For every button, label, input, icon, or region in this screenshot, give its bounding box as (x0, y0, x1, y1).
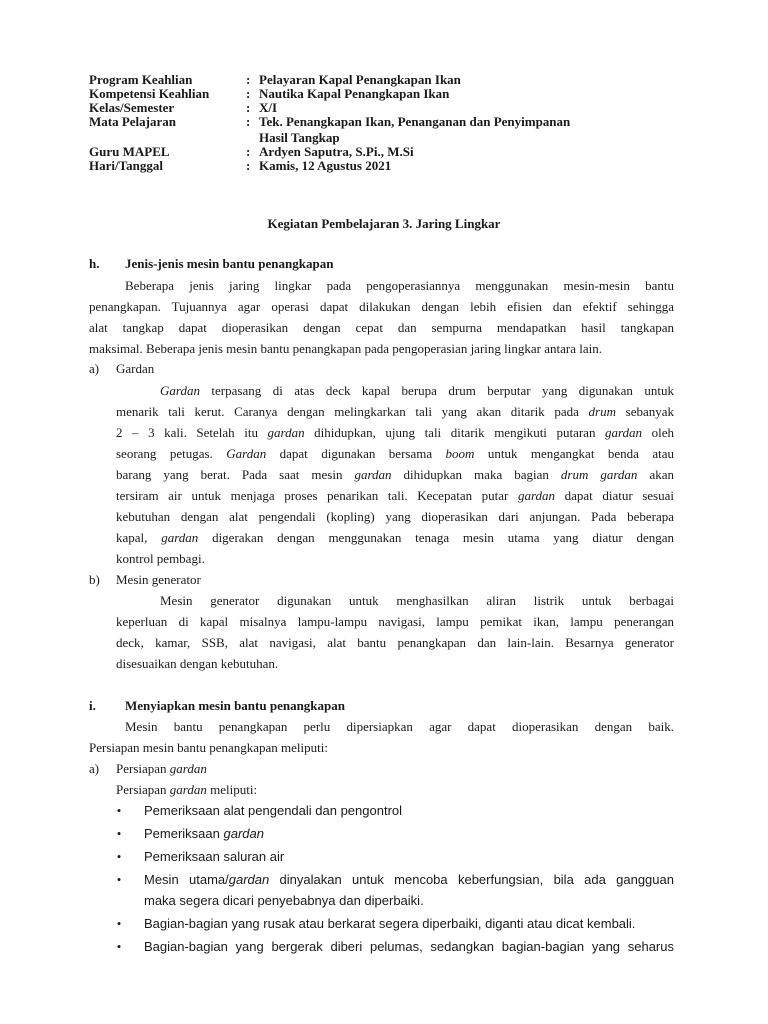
item-a-title: Persiapan gardan (116, 761, 207, 776)
paragraph-line: tersiram air untuk menjaga proses penarikan tali. Kecepatan putar gardan dapat diatur sesuai (116, 488, 674, 503)
section-h-heading: Jenis-jenis mesin bantu penangkapan (125, 256, 334, 271)
header-colon: : (246, 72, 251, 87)
header-value: X/I (259, 100, 278, 115)
header-colon: : (246, 86, 251, 101)
paragraph-line: barang yang berat. Pada saat mesin gardan dihidupkan maka bagian drum gardan akan (116, 467, 674, 482)
bullet-icon: • (116, 916, 122, 931)
header-colon: : (246, 144, 251, 159)
header-value: Kamis, 12 Agustus 2021 (259, 158, 392, 173)
item-a-title: Gardan (116, 361, 155, 376)
paragraph-line: Beberapa jenis jaring lingkar pada pengoperasiannya menggunakan mesin-mesin bantu (125, 278, 674, 293)
paragraph-line: deck, kamar, SSB, alat navigasi, alat bantu penangkapan dan lain-lain. Besarnya generator (116, 635, 674, 650)
paragraph-line: menarik tali kerut. Caranya dengan melingkarkan tali yang akan ditarik pada drum sebanyak (116, 404, 675, 419)
bullet-text: maka segera dicari penyebabnya dan diperbaiki. (144, 893, 424, 908)
header-value: Tek. Penangkapan Ikan, Penanganan dan Penyimpanan (259, 114, 571, 129)
bullet-text: Pemeriksaan gardan (144, 826, 264, 841)
paragraph-line: penangkapan. Tujuannya agar operasi dapat dilakukan dengan lebih efisien dan efektif sehingga (89, 299, 674, 314)
header-key: Hari/Tanggal (89, 158, 163, 173)
section-i-heading: Menyiapkan mesin bantu penangkapan (125, 698, 345, 713)
bullet-text: Bagian-bagian yang bergerak diberi pelumas, sedangkan bagian-bagian yang seharus (144, 939, 674, 954)
item-a-label: a) (89, 761, 100, 776)
bullet-icon: • (116, 939, 122, 954)
bullet-text: Bagian-bagian yang rusak atau berkarat segera diperbaiki, diganti atau dicat kembali. (144, 916, 636, 931)
paragraph-line: Mesin bantu penangkapan perlu dipersiapkan agar dapat dioperasikan dengan baik. (125, 719, 674, 734)
item-a-label: a) (89, 361, 100, 376)
item-a-lead: Persiapan gardan meliputi: (116, 782, 258, 797)
header-key: Guru MAPEL (89, 144, 170, 159)
header-key: Kelas/Semester (89, 100, 175, 115)
bullet-text: Mesin utama/gardan dinyalakan untuk mencoba keberfungsian, bila ada gangguan (144, 872, 674, 887)
paragraph-line: kapal, gardan digerakan dengan menggunakan tenaga mesin utama yang diatur dengan (116, 530, 674, 545)
bullet-icon: • (116, 803, 122, 818)
header-colon: : (246, 158, 251, 173)
bullet-icon: • (116, 872, 122, 887)
paragraph-line: 2 – 3 kali. Setelah itu gardan dihidupkan, ujung tali ditarik mengikuti putaran gardan oleh (116, 425, 674, 440)
section-i-number: i. (89, 698, 96, 713)
paragraph-line: kebutuhan dengan alat pengendali (kopling) yang dioperasikan dari anjungan. Pada beberapa (116, 509, 674, 524)
paragraph-line: Persiapan mesin bantu penangkapan meliputi: (89, 740, 328, 755)
bullet-icon: • (116, 826, 122, 841)
paragraph-line: kontrol pembagi. (116, 551, 205, 566)
header-value: Ardyen Saputra, S.Pi., M.Si (259, 144, 414, 159)
header-value: Nautika Kapal Penangkapan Ikan (259, 86, 450, 101)
paragraph-line: seorang petugas. Gardan dapat digunakan bersama boom untuk mengangkat benda atau (116, 446, 674, 461)
item-b-label: b) (89, 572, 100, 587)
header-colon: : (246, 100, 251, 115)
item-b-title: Mesin generator (116, 572, 201, 587)
paragraph-line: Mesin generator digunakan untuk menghasilkan aliran listrik untuk berbagai (160, 593, 674, 608)
document-title: Kegiatan Pembelajaran 3. Jaring Lingkar (267, 216, 501, 231)
paragraph-line: alat tangkap dapat dioperasikan dengan cepat dan sempurna mendapatkan hasil tangkapan (89, 320, 674, 335)
header-value: Hasil Tangkap (259, 130, 340, 145)
header-key: Mata Pelajaran (89, 114, 177, 129)
header-value: Pelayaran Kapal Penangkapan Ikan (259, 72, 461, 87)
header-colon: : (246, 114, 251, 129)
bullet-text: Pemeriksaan alat pengendali dan pengontrol (144, 803, 403, 818)
paragraph-line: keperluan di kapal misalnya lampu-lampu navigasi, lampu pemikat ikan, lampu penerangan (116, 614, 674, 629)
header-key: Kompetensi Keahlian (89, 86, 210, 101)
section-h-number: h. (89, 256, 100, 271)
paragraph-line: maksimal. Beberapa jenis mesin bantu penangkapan pada pengoperasian jaring lingkar antara lain. (89, 341, 602, 356)
bullet-text: Pemeriksaan saluran air (144, 849, 285, 864)
paragraph-line: Gardan terpasang di atas deck kapal berupa drum berputar yang digunakan untuk (160, 383, 674, 398)
paragraph-line: disesuaikan dengan kebutuhan. (116, 656, 279, 671)
header-key: Program Keahlian (89, 72, 193, 87)
bullet-icon: • (116, 849, 122, 864)
